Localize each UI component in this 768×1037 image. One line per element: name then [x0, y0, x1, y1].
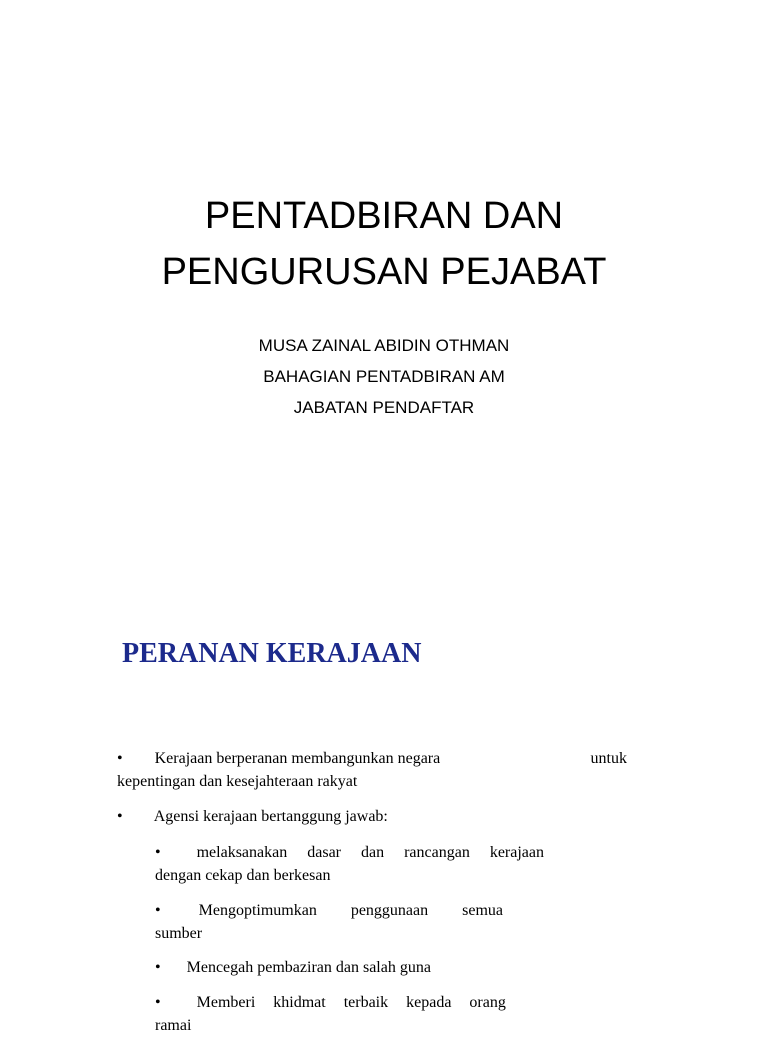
bullet-point-1-line2: kepentingan dan kesejahteraan rakyat	[117, 773, 358, 790]
section-heading: PERANAN KERAJAAN	[122, 638, 422, 669]
presentation-title	[0, 188, 768, 300]
bullet-marker: •	[117, 750, 123, 767]
title-line-1: PENTADBIRAN DAN	[204, 195, 564, 237]
presentation-subtitle	[0, 330, 768, 423]
sub-point-3	[155, 956, 627, 979]
sub-point-4-line2: ramai	[155, 1017, 192, 1034]
bullet-point-1	[117, 747, 627, 793]
bullet-point-1-line1: Kerajaan berperanan membangunkan negara	[154, 750, 441, 767]
sub-point-1-line1: melaksanakan dasar dan rancangan kerajaan	[196, 844, 545, 861]
author-name: MUSA ZAINAL ABIDIN OTHMAN	[258, 336, 510, 355]
bullet-marker: •	[117, 808, 123, 825]
sub-point-3-line1: Mencegah pembaziran dan salah guna	[186, 959, 431, 976]
sub-point-4	[155, 991, 567, 1037]
bullet-point-1-line1-end: untuk	[590, 750, 627, 767]
author-department: BAHAGIAN PENTADBIRAN AM	[263, 367, 505, 386]
sub-point-4-line1: Memberi khidmat terbaik kepada orang	[196, 994, 506, 1011]
sub-point-2	[155, 899, 545, 945]
author-organization: JABATAN PENDAFTAR	[293, 398, 475, 417]
sub-point-2-line2: sumber	[155, 925, 203, 942]
title-line-2: PENGURUSAN PEJABAT	[161, 251, 607, 293]
bullet-marker: •	[155, 902, 161, 919]
bullet-marker: •	[155, 844, 161, 861]
sub-point-1	[155, 841, 627, 887]
bullet-marker: •	[155, 994, 161, 1011]
bullet-marker: •	[155, 959, 161, 976]
sub-point-2-line1: Mengoptimumkan penggunaan semua	[198, 902, 503, 919]
bullet-point-2-text: Agensi kerajaan bertanggung jawab:	[153, 808, 388, 825]
bullet-point-2	[117, 805, 627, 828]
sub-point-1-line2: dengan cekap dan berkesan	[155, 867, 331, 884]
